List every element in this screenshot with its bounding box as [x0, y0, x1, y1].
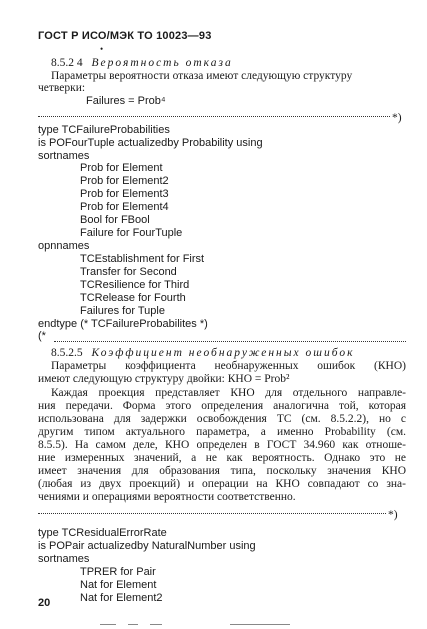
code-line: Prob for Element2	[80, 175, 169, 187]
paragraph-line: Каждая проекция представляет КНО для отдельного направле-	[51, 387, 406, 399]
code-line: TCRelease for Fourth	[80, 292, 186, 304]
code-line: type TCResidualErrorRate	[38, 527, 167, 539]
scan-artifact	[128, 624, 138, 625]
code-line: Nat for Element	[80, 579, 157, 591]
code-line: opnnames	[38, 240, 90, 252]
paragraph-line: (любая из двух проекций) и операции на КНО совпадают со зна-	[38, 478, 406, 490]
code-line: is POFourTuple actualizedby Probability using	[38, 137, 263, 149]
code-line: Failure for FourTuple	[80, 227, 183, 239]
comment-rule	[38, 116, 390, 117]
section-heading-8524	[51, 57, 233, 70]
section-title: Вероятность отказа	[91, 57, 233, 69]
code-line: TPRER for Pair	[80, 566, 156, 578]
margin-mark: •	[100, 44, 104, 54]
code-line: Failures for Tuple	[80, 305, 165, 317]
section-number: 8.5.2 4	[51, 57, 83, 69]
paragraph-line: использована для задержки освобождения ТС (см. 8.5.2.2), но с	[38, 413, 406, 425]
paragraph-line: ния передачи. Форма этого определения аналогична той, которая	[38, 400, 406, 412]
code-line: TCEstablishment for First	[80, 253, 205, 265]
paragraph-line: четверки:	[38, 82, 86, 94]
page-header: ГОСТ Р ИСО/МЭК ТО 10023—93	[38, 30, 212, 42]
section-number: 8.5.2.5	[51, 347, 83, 359]
page-number: 20	[38, 597, 51, 609]
code-line: TCResilience for Third	[80, 279, 190, 291]
code-line: Bool for FBool	[80, 214, 150, 226]
code-line: Prob for Element	[80, 162, 163, 174]
formula: Failures = Prob⁴	[86, 95, 166, 107]
paragraph-line: чениями и операциями вероятности соответственно.	[38, 491, 296, 503]
paragraph-line: Параметры коэффициента необнаруженных ошибок (КНО)	[51, 360, 406, 372]
code-line: sortnames	[38, 150, 90, 162]
comment-close: *)	[392, 112, 402, 124]
scan-artifact	[150, 624, 162, 625]
scan-artifact	[230, 624, 290, 625]
code-line: sortnames	[38, 553, 90, 565]
section-heading-8525	[51, 347, 354, 360]
paragraph-line: Параметры вероятности отказа имеют следующую структуру	[51, 70, 353, 82]
code-line: Nat for Element2	[80, 592, 163, 604]
paragraph-line: имеет значения для образования типа, поскольку значения КНО	[38, 465, 406, 477]
code-line: is POPair actualizedby NaturalNumber using	[38, 540, 256, 552]
scan-artifact	[100, 624, 116, 625]
code-line: type TCFailureProbabilities	[38, 124, 170, 136]
comment-rule	[54, 341, 406, 342]
code-line: endtype (* TCFailureProbabilites *)	[38, 318, 208, 330]
paragraph-line: ние измеренных значений, а не как вероятность. Однако это не	[38, 452, 406, 464]
comment-rule	[38, 513, 386, 514]
paragraph-line: 8.5.5). На самом деле, КНО определен в ГОСТ 34.960 как отноше-	[38, 439, 406, 451]
code-line: Prob for Element4	[80, 201, 169, 213]
section-title: Коэффициент необнаруженных ошибок	[91, 347, 355, 359]
comment-close: *)	[388, 509, 398, 521]
code-line: Transfer for Second	[80, 266, 177, 278]
code-line: (*	[38, 330, 46, 342]
paragraph-line: другим типом актуального параметра, а именно Probability (см.	[38, 426, 406, 438]
paragraph-line: имеют следующую структуру двойки: КНО = Prob²	[38, 373, 290, 385]
code-line: Prob for Element3	[80, 188, 169, 200]
